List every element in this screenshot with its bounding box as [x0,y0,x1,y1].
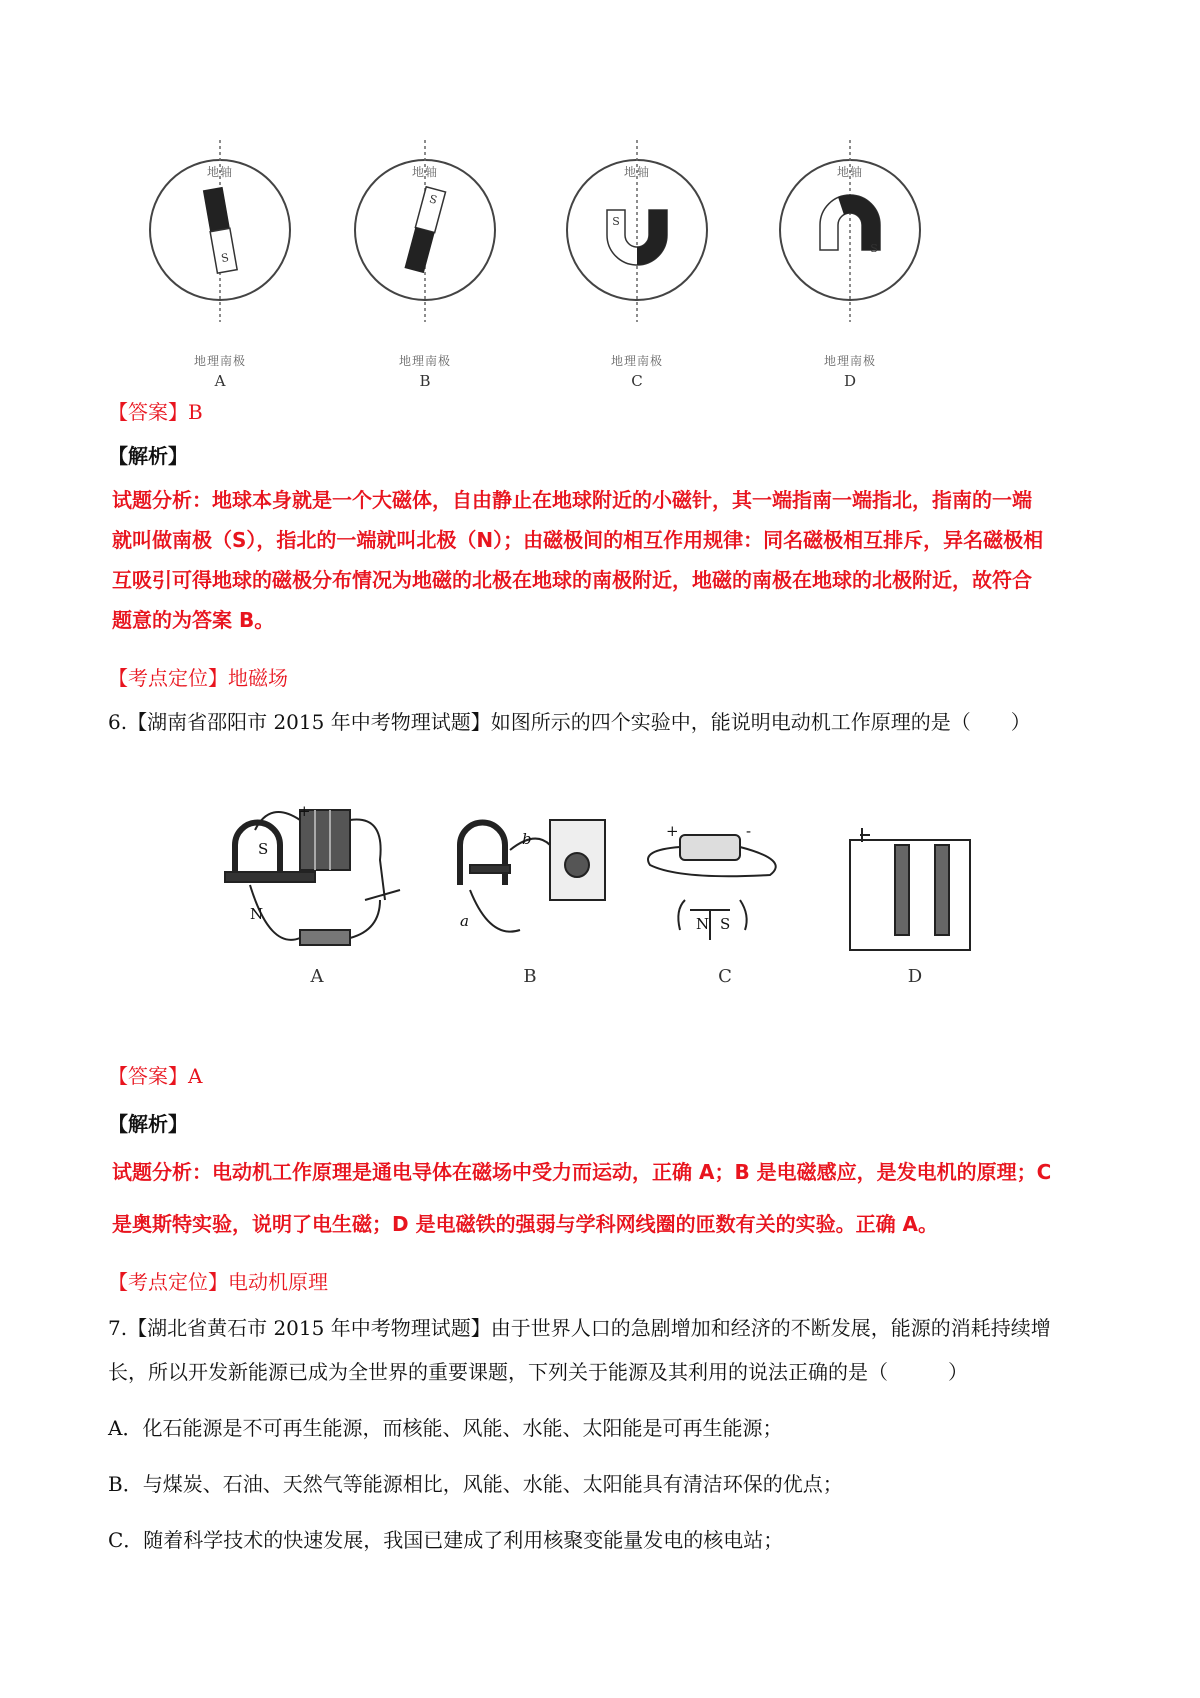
q5-analysis-line: 试题分析：地球本身就是一个大磁体，自由静止在地球附近的小磁针，其一端指南一端指北，指南的一端 [112,488,1032,512]
figure-label: B [523,966,537,987]
q5-answer [108,398,203,426]
figure-label: A [214,372,226,390]
q5-analysis-line: 题意的为答案 B。 [112,608,275,632]
q5-analysis-line: 就叫做南极（S），指北的一端就叫北极（N）；由磁极间的相互作用规律：同名磁极相互排斥，异名磁极相 [112,528,1044,552]
q5-analysis-line: 互吸引可得地球的磁极分布情况为地磁的北极在地球的南极附近，地磁的南极在地球的北极附近，故符合 [112,568,1032,592]
q7-option-c: C．随着科学技术的快速发展，我国已建成了利用核聚变能量发电的核电站； [108,1528,784,1552]
q5-analysis-tag: 【解析】 [108,444,188,468]
axis-caption: 地轴 [206,165,233,179]
point-tag: 【考点定位】 [108,666,228,690]
point-value: 地磁场 [228,666,288,690]
answer-tag: 【答案】 [108,400,188,424]
axis-caption: 地轴 [623,165,650,179]
svg-text:S: S [427,192,439,207]
point-value: 电动机原理 [228,1270,328,1294]
svg-text:S: S [612,215,620,228]
q6-analysis-line: 是奥斯特实验，说明了电生磁；D 是电磁铁的强弱与学科网线圈的匝数有关的实验。正确 A。 [112,1212,939,1236]
mark-n: N [696,915,710,933]
mark-a: a [460,912,469,930]
figure-label: C [718,966,732,987]
south-pole-caption: 地理南极 [398,354,451,368]
answer-value: A [188,1064,203,1088]
figure-label: B [419,372,431,390]
axis-caption: 地轴 [836,165,863,179]
figure-label: D [907,966,923,987]
figure-label: A [310,966,324,987]
experiment-c [648,835,776,940]
svg-text:S: S [220,251,230,266]
south-pole-caption: 地理南极 [193,354,246,368]
south-pole-caption: 地理南极 [610,354,663,368]
figure-earth-magnets-drawing [0,0,1200,400]
experiment-b [460,820,605,932]
q7-option-a: A．化石能源是不可再生能源，而核能、风能、水能、太阳能是可再生能源； [108,1416,783,1440]
answer-tag: 【答案】 [108,1064,188,1088]
q6-analysis-line: 试题分析：电动机工作原理是通电导体在磁场中受力而运动，正确 A；B 是电磁感应，是发电机的原理；C [112,1160,1052,1184]
mark-s: S [258,840,269,858]
figure-motor-experiments-drawing [0,790,1200,1090]
figure-label: C [631,372,643,390]
mark-minus: - [746,822,752,840]
q7-question-line: 7.【湖北省黄石市 2015 年中考物理试题】由于世界人口的急剧增加和经济的不断发展，能源的消耗持续增 [108,1316,1051,1340]
q6-question: 6.【湖南省邵阳市 2015 年中考物理试题】如图所示的四个实验中，能说明电动机工作原理的是（ ） [108,710,1031,734]
q6-point [108,1268,328,1296]
point-tag: 【考点定位】 [108,1270,228,1294]
south-pole-caption: 地理南极 [823,354,876,368]
mark-n: N [250,905,264,923]
q5-point [108,664,288,692]
mark-plus: + [298,802,311,820]
mark-s: S [720,915,731,933]
q6-answer [108,1062,202,1090]
q7-option-b: B．与煤炭、石油、天然气等能源相比，风能、水能、太阳能具有清洁环保的优点； [108,1472,843,1496]
experiment-a [225,810,400,945]
q7-question-line: 长，所以开发新能源已成为全世界的重要课题，下列关于能源及其利用的说法正确的是（ ） [108,1360,968,1384]
answer-value: B [188,400,203,424]
q6-analysis-tag: 【解析】 [108,1112,188,1136]
mark-b: b [522,830,532,848]
mark-plus: + [666,822,679,840]
experiment-d [850,828,970,950]
svg-text:S: S [870,242,878,255]
figure-label: D [843,372,857,390]
axis-caption: 地轴 [411,165,438,179]
